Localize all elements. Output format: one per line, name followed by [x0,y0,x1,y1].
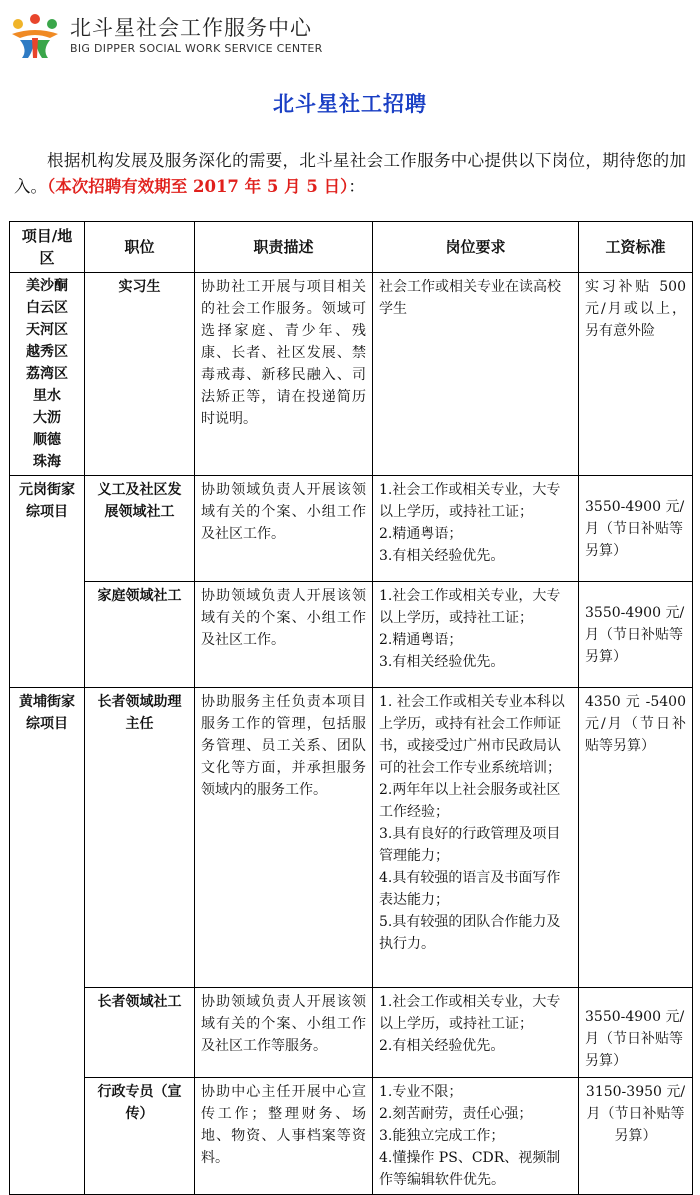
header-requirements: 岗位要求 [373,222,579,273]
duties-cell: 协助中心主任开展中心宣传工作；整理财务、场地、物资、人事档案等资料。 [195,1078,373,1195]
region-item: 白云区 [26,300,68,316]
position-cell: 行政专员（宣传） [85,1078,195,1195]
org-name-english: BIG DIPPER SOCIAL WORK SERVICE CENTER [70,42,323,55]
table-header-row [10,222,693,273]
requirement-item: 2.有相关经验优先。 [379,1038,505,1054]
requirements-cell [373,688,579,988]
page-title: 北斗星社工招聘 [273,91,427,116]
table-row [10,582,693,688]
salary-cell: 3550-4900 元/月（节日补贴等另算） [579,476,693,582]
requirement-item: 4.具有较强的语言及书面写作表达能力； [379,870,561,908]
duties-cell: 协助领域负责人开展该领域有关的个案、小组工作及社区工作等服务。 [195,988,373,1078]
requirement-item: 3.具有良好的行政管理及项目管理能力； [379,826,561,864]
position-cell: 长者领域助理主任 [85,688,195,988]
requirements-cell [373,582,579,688]
requirement-item: 2.两年年以上社会服务或社区工作经验； [379,782,561,820]
region-item: 里水 [33,388,61,404]
duties-cell: 协助领域负责人开展该领域有关的个案、小组工作及社区工作。 [195,476,373,582]
requirement-item: 3.有相关经验优先。 [379,654,505,670]
salary-cell: 3550-4900 元/月（节日补贴等另算） [579,582,693,688]
region-cell: 元岗街家综项目 [10,476,85,688]
region-cell [10,273,85,476]
big-dipper-logo-icon [8,10,62,60]
region-item: 荔湾区 [26,366,68,382]
region-item: 美沙酮 [26,278,68,294]
requirement-item: 2.刻苦耐劳，责任心强； [379,1106,533,1122]
table-row [10,476,693,582]
header-duties: 职责描述 [195,222,373,273]
requirement-item: 1.社会工作或相关专业，大专以上学历，或持社工证； [379,994,561,1032]
intro-text: 根据机构发展及服务深化的需要，北斗星社会工作服务中心提供以下岗位，期待您的加入。 [14,151,686,196]
requirement-item: 4.懂操作 PS、CDR、视频制作等编辑软件优先。 [379,1150,561,1188]
requirement-item: 1.社会工作或相关专业，大专以上学历，或持社工证； [379,588,561,626]
requirement-item: 5.具有较强的团队合作能力及执行力。 [379,914,561,952]
requirement-item: 1.社会工作或相关专业，大专以上学历，或持社工证； [379,482,561,520]
job-table [9,221,693,1195]
table-row [10,988,693,1078]
salary-cell: 实习补贴 500 元/月或以上，另有意外险 [579,273,693,476]
requirement-item: 1.专业不限； [379,1084,463,1100]
duties-cell: 协助领域负责人开展该领域有关的个案、小组工作及社区工作。 [195,582,373,688]
requirements-cell: 社会工作或相关专业在读高校学生 [373,273,579,476]
position-cell: 家庭领域社工 [85,582,195,688]
requirement-item: 1. 社会工作或相关专业本科以上学历，或持有社会工作师证书，或接受过广州市民政局认可的社会工作专业系统培训； [379,694,565,776]
table-row [10,273,693,476]
deadline-notice: （本次招聘有效期至 2017 年 5 月 5 日） [47,177,349,196]
requirement-item: 3.有相关经验优先。 [379,548,505,564]
salary-cell: 4350 元 -5400 元/月（节日补贴等另算） [579,688,693,988]
requirement-item: 3.能独立完成工作； [379,1128,505,1144]
region-item: 顺德 [33,432,61,448]
duties-cell: 协助社工开展与项目相关的社会工作服务。领域可选择家庭、青少年、残康、长者、社区发展、禁毒戒毒、新移民融入、司法矫正等，请在投递简历时说明。 [195,273,373,476]
org-name-chinese: 北斗星社会工作服务中心 [70,16,312,40]
header-salary: 工资标准 [579,222,693,273]
header-position: 职位 [85,222,195,273]
duties-cell: 协助服务主任负责本项目服务工作的管理，包括服务管理、员工关系、团队文化等方面，并承担服务领域内的服务工作。 [195,688,373,988]
region-item: 越秀区 [26,344,68,360]
requirement-item: 2.精通粤语； [379,526,463,542]
intro-paragraph [14,148,686,200]
position-cell: 实习生 [85,273,195,476]
header-region: 项目/地区 [10,222,85,273]
requirement-item: 2.精通粤语； [379,632,463,648]
salary-cell: 3550-4900 元/月（节日补贴等另算） [579,988,693,1078]
region-item: 珠海 [33,454,61,470]
region-item: 天河区 [26,322,68,338]
salary-cell: 3150-3950 元/月（节日补贴等另算） [579,1078,693,1195]
table-row [10,688,693,988]
position-cell: 义工及社区发展领域社工 [85,476,195,582]
requirements-cell [373,988,579,1078]
requirements-cell [373,476,579,582]
region-cell: 黄埔街家综项目 [10,688,85,1195]
intro-tail: ： [348,177,365,196]
org-header [8,6,408,60]
position-cell: 长者领域社工 [85,988,195,1078]
region-item: 大沥 [33,410,61,426]
